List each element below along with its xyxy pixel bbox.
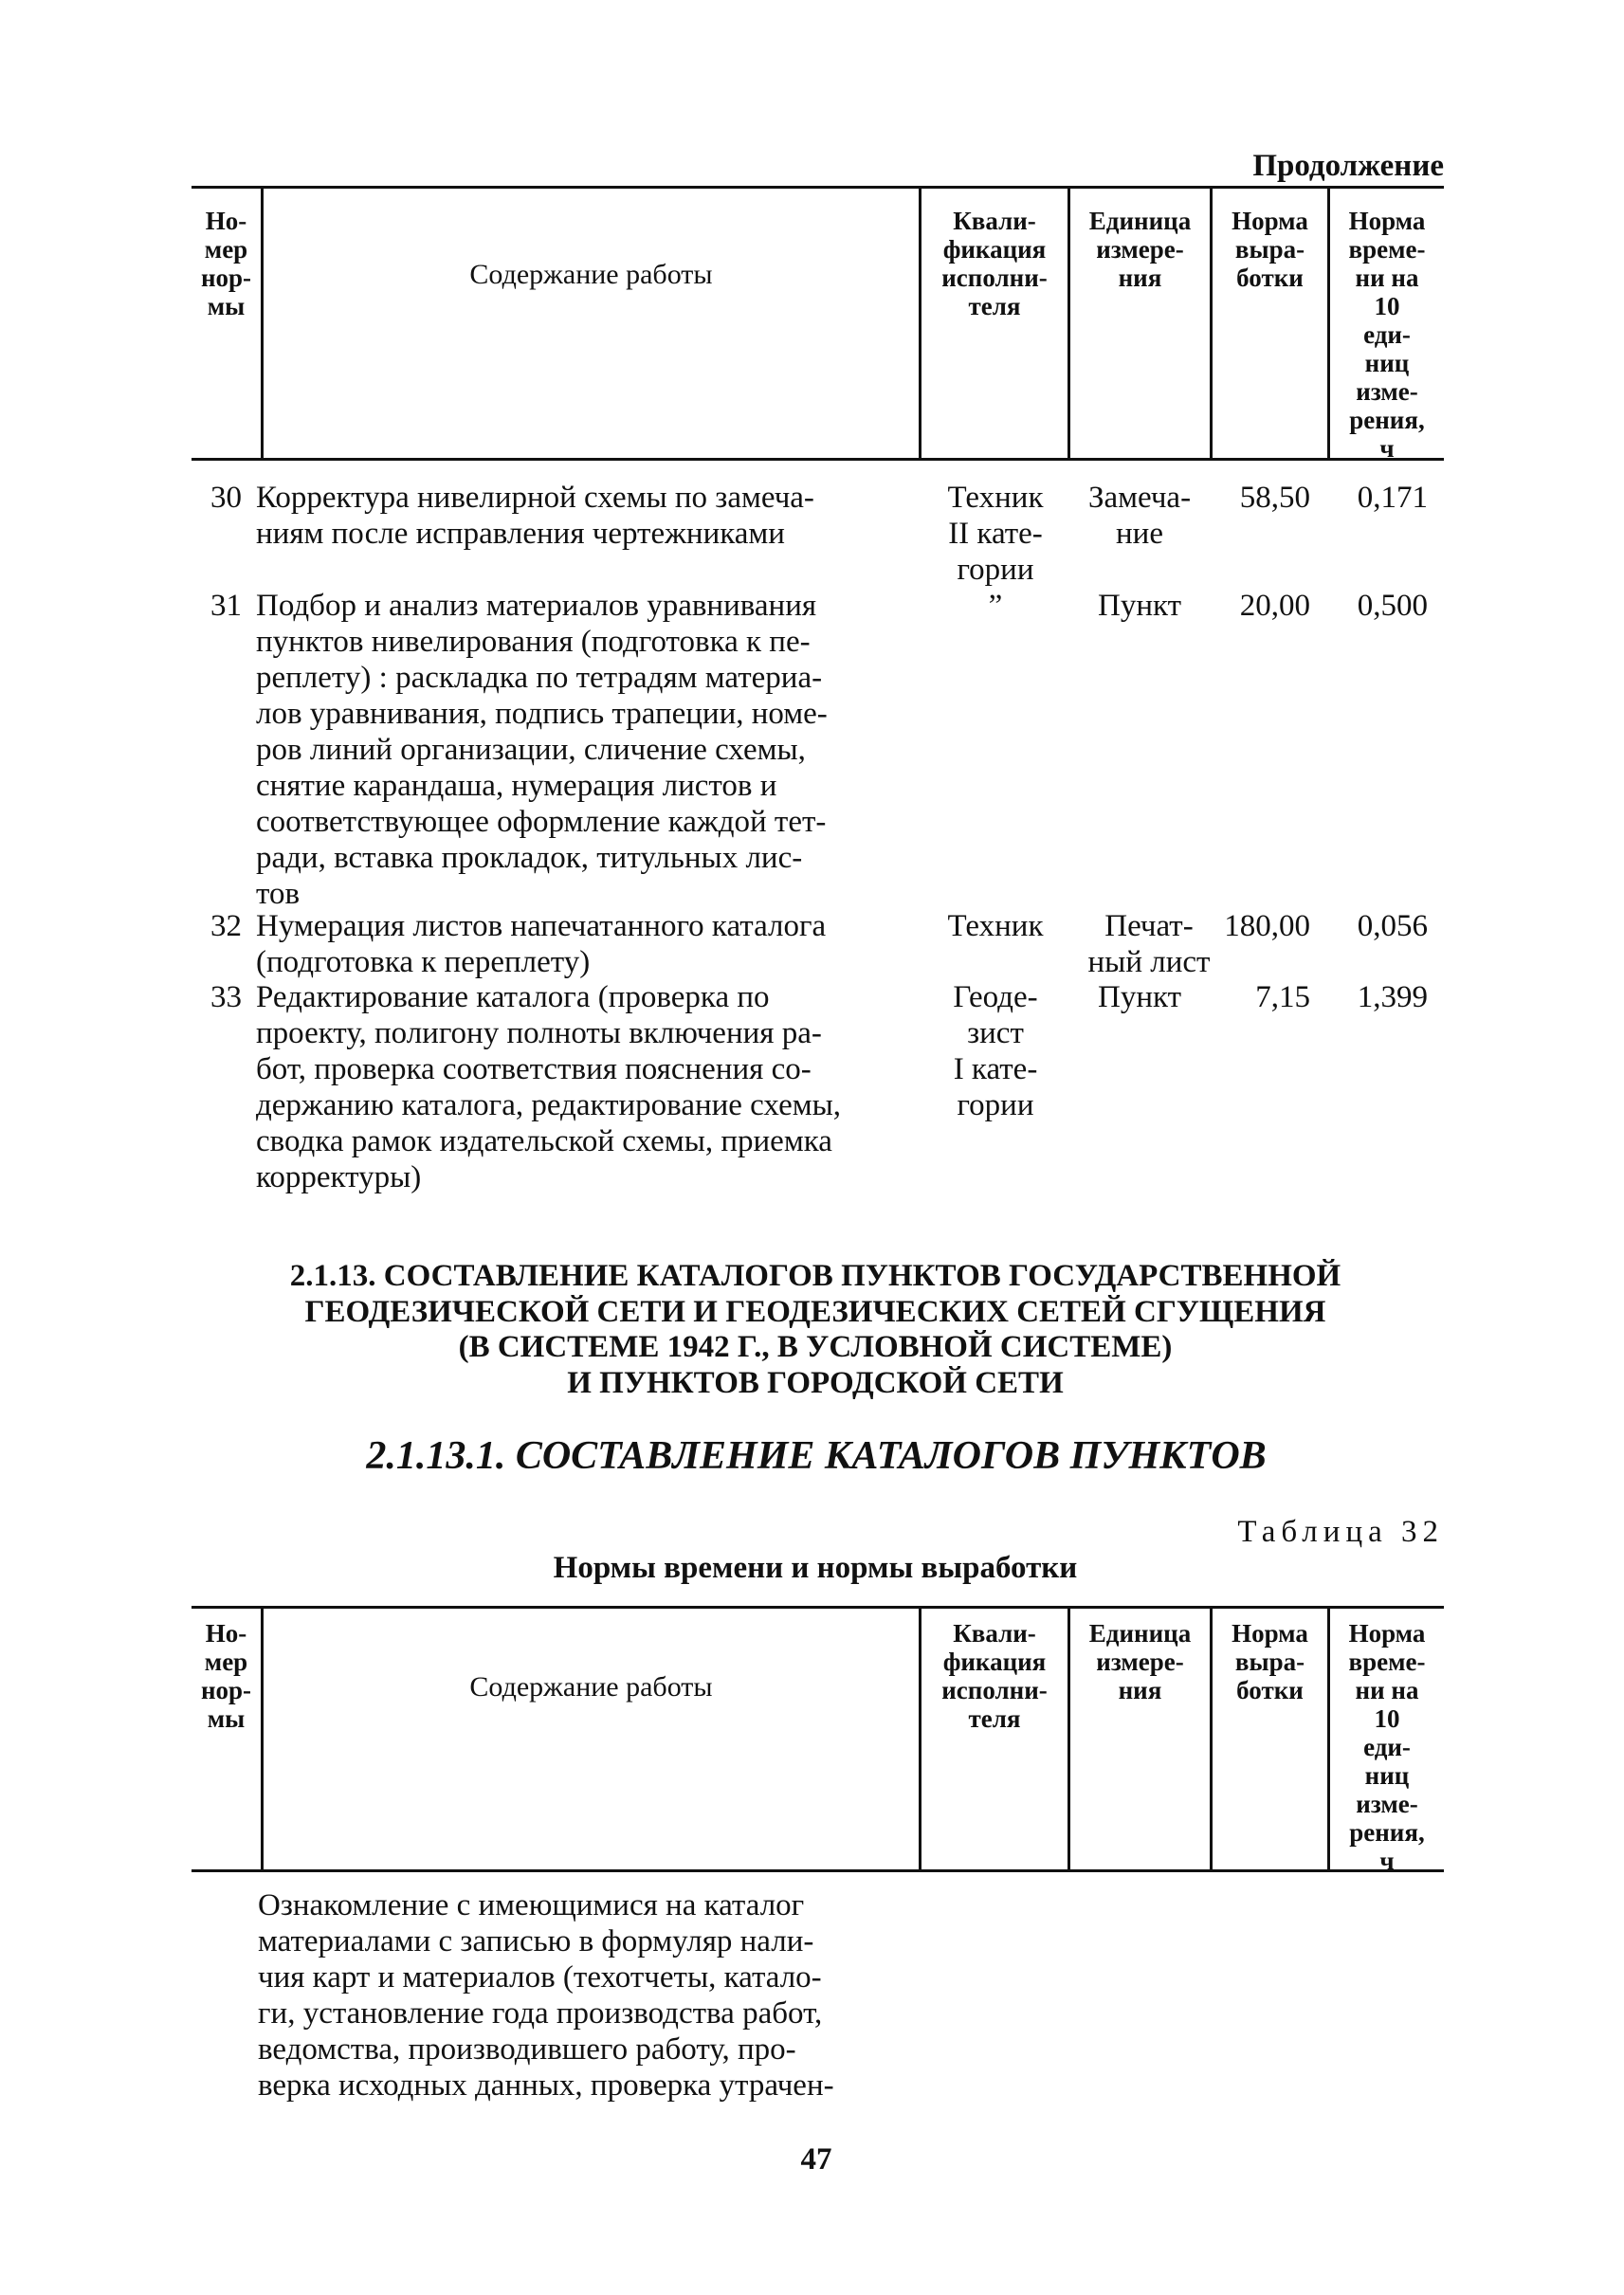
col-output-norm: Норма выра- ботки	[1232, 1619, 1308, 1704]
continuation-label: Продолжение	[1252, 149, 1444, 183]
row-time: 1,399	[1357, 980, 1428, 1014]
table-label: Таблица 32	[1237, 1515, 1444, 1549]
row-time: 0,056	[1357, 909, 1428, 943]
row-number: 30	[210, 481, 242, 515]
row-output: 180,00	[1224, 909, 1310, 943]
row-unit: Печат- ный лист	[1087, 909, 1211, 979]
row-output: 20,00	[1239, 589, 1310, 623]
col-qualification: Квали- фикация исполни- теля	[941, 1619, 1048, 1733]
row-number: 32	[210, 909, 242, 943]
row-unit: Замеча- ние	[1087, 481, 1192, 551]
row-qualification: ”	[988, 589, 1003, 623]
col-number: Но- мер нор- мы	[200, 207, 252, 320]
row-content: Подбор и анализ материалов уравнивания пунктов нивелирования (подготовка к пе- реплету) : раскладка по тетрадям материа- лов уравнивания, подпись трапеции, номе- ров линий организации, сличение схемы, снятие карандаша, нумерация листов и соответствующее оформление каждой тет- ради, вставка прокладок, титульных лис- тов	[256, 589, 828, 911]
col-time-norm: Норма време- ни на 10 еди- ниц изме- рения, ч	[1348, 207, 1426, 463]
row-qualification: Геоде- зист I кате- гории	[953, 980, 1038, 1122]
subsection-heading: 2.1.13.1. СОСТАВЛЕНИЕ КАТАЛОГОВ ПУНКТОВ	[366, 1434, 1267, 1478]
col-unit: Единица измере- ния	[1088, 1619, 1192, 1704]
col-time-norm: Норма време- ни на 10 еди- ниц изме- рения, ч	[1348, 1619, 1426, 1875]
row-number: 31	[210, 589, 242, 623]
col-output-norm: Норма выра- ботки	[1232, 207, 1308, 292]
col-qualification: Квали- фикация исполни- теля	[941, 207, 1048, 320]
col-content: Содержание работы	[469, 259, 713, 290]
row-qualification: Техник II кате- гории	[947, 481, 1044, 587]
row-number: 33	[210, 980, 242, 1014]
row-qualification: Техник	[947, 909, 1044, 943]
row-unit: Пункт	[1097, 980, 1181, 1014]
col-content: Содержание работы	[469, 1671, 713, 1703]
col-unit: Единица измере- ния	[1088, 207, 1192, 292]
row-output: 7,15	[1255, 980, 1310, 1014]
table-title: Нормы времени и нормы выработки	[553, 1551, 1078, 1585]
page-number: 47	[800, 2142, 832, 2177]
section-heading: 2.1.13. СОСТАВЛЕНИЕ КАТАЛОГОВ ПУНКТОВ ГОСУДАРСТВЕННОЙ ГЕОДЕЗИЧЕСКОЙ СЕТИ И ГЕОДЕЗИЧЕСКИХ СЕТЕЙ СГУЩЕНИЯ (В СИСТЕМЕ 1942 Г., В УСЛОВНОЙ СИСТЕМЕ) И ПУНКТОВ ГОРОДСКОЙ СЕТИ	[289, 1259, 1341, 1400]
row-time: 0,500	[1357, 589, 1428, 623]
row-output: 58,50	[1239, 481, 1310, 515]
col-number: Но- мер нор- мы	[200, 1619, 252, 1733]
row-unit: Пункт	[1097, 589, 1181, 623]
row-content: Корректура нивелирной схемы по замеча- ниям после исправления чертежниками	[256, 481, 814, 551]
table2-first-row-content: Ознакомление с имеющимися на каталог материалами с записью в формуляр нали- чия карт и материалов (техотчеты, катало- ги, установление года производства работ, ведомства, производившего работу, про- верка исходных данных, проверка утрачен-	[258, 1888, 834, 2103]
row-content: Редактирование каталога (проверка по проекту, полигону полноты включения ра- бот, проверка соответствия пояснения со- держанию каталога, редактирование схемы, сводка рамок издательской схемы, приемка корректуры)	[256, 980, 842, 1194]
row-time: 0,171	[1357, 481, 1428, 515]
row-content: Нумерация листов напечатанного каталога (подготовка к переплету)	[256, 909, 827, 979]
